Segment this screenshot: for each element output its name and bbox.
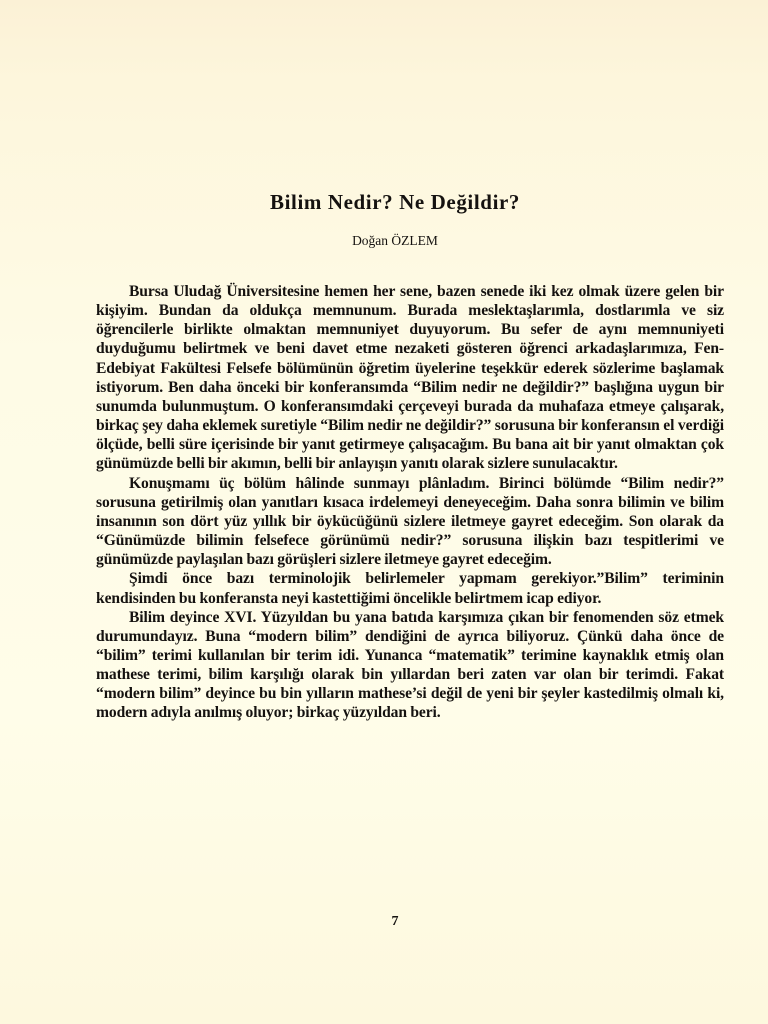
- body-text: [96, 282, 724, 723]
- paragraph-1: Bursa Uludağ Üniversitesine hemen her sene, bazen senede iki kez olmak üzere gelen bir kişiyim. Bundan da oldukça memnunum. Burada meslektaşlarımla, dostlarımla ve siz öğrencilerle birlikte olmaktan memnuniyet duyuyorum. Bu sefer de aynı memnuniyeti duyduğumu belirtmek ve beni davet etme nezaketi gösteren öğrenci arkadaşlarımıza, Fen-Edebiyat Fakültesi Felsefe bölümünün öğretim üyelerine teşekkür ederek sözlerime başlamak istiyorum. Ben daha önceki bir konferansımda “Bilim nedir ne değildir?” başlığına uygun bir sunumda bulunmuştum. O konferansımdaki çerçeveyi burada da muhafaza etmeye çalışarak, birkaç şey daha eklemek suretiyle “Bilim nedir ne değildir?” sorusuna bir konferansın el verdiği ölçüde, belli süre içerisinde bir yanıt getirmeye çalışacağım. Bu bana ait bir yanıt olmaktan çok günümüzde belli bir akımın, belli bir anlayışın yanıtı olarak sizlere sunulacaktır.: [96, 283, 724, 473]
- paragraph-3: Şimdi önce bazı terminolojik belirlemeler yapmam gerekiyor.”Bilim” teriminin kendisinden bu konferansta neyi kastettiğimi öncelikle belirtmem icap ediyor.: [96, 570, 724, 607]
- page-number: 7: [391, 914, 399, 929]
- author-name: Doğan ÖZLEM: [352, 233, 438, 248]
- chapter-title: Bilim Nedir? Ne Değildir?: [269, 190, 521, 214]
- paragraph-4: Bilim deyince XVI. Yüzyıldan bu yana batıda karşımıza çıkan bir fenomenden söz etmek durumundayız. Buna “modern bilim” dendiğini de ayrıca biliyoruz. Çünkü daha önce de “bilim” terimi kullanılan bir terim idi. Yunanca “matematik” terimine kaynaklık etmiş olan mathese terimi, bilim karşılığı olarak bin yıllardan beri zaten var olan bir terimdi. Fakat “modern bilim” deyince bu bin yılların mathese’si değil de yeni bir şeyler kastedilmiş olmalı ki, modern adıyla anılmış oluyor; birkaç yüzyıldan beri.: [96, 608, 724, 722]
- paragraph-2: Konuşmamı üç bölüm hâlinde sunmayı plânladım. Birinci bölümde “Bilim nedir?” sorusuna getirilmiş olan yanıtları kısaca irdelemeyi deneyeceğim. Daha sonra bilimin ve bilim insanının son dört yüz yıllık bir öykücüğünü sizlere iletmeye gayret edeceğim. Son olarak da “Günümüzde bilimin felsefece görünümü nedir?” sorusuna ilişkin bazı tespitlerimi ve günümüzde paylaşılan bazı görüşleri sizlere iletmeye gayret edeceğim.: [96, 474, 724, 569]
